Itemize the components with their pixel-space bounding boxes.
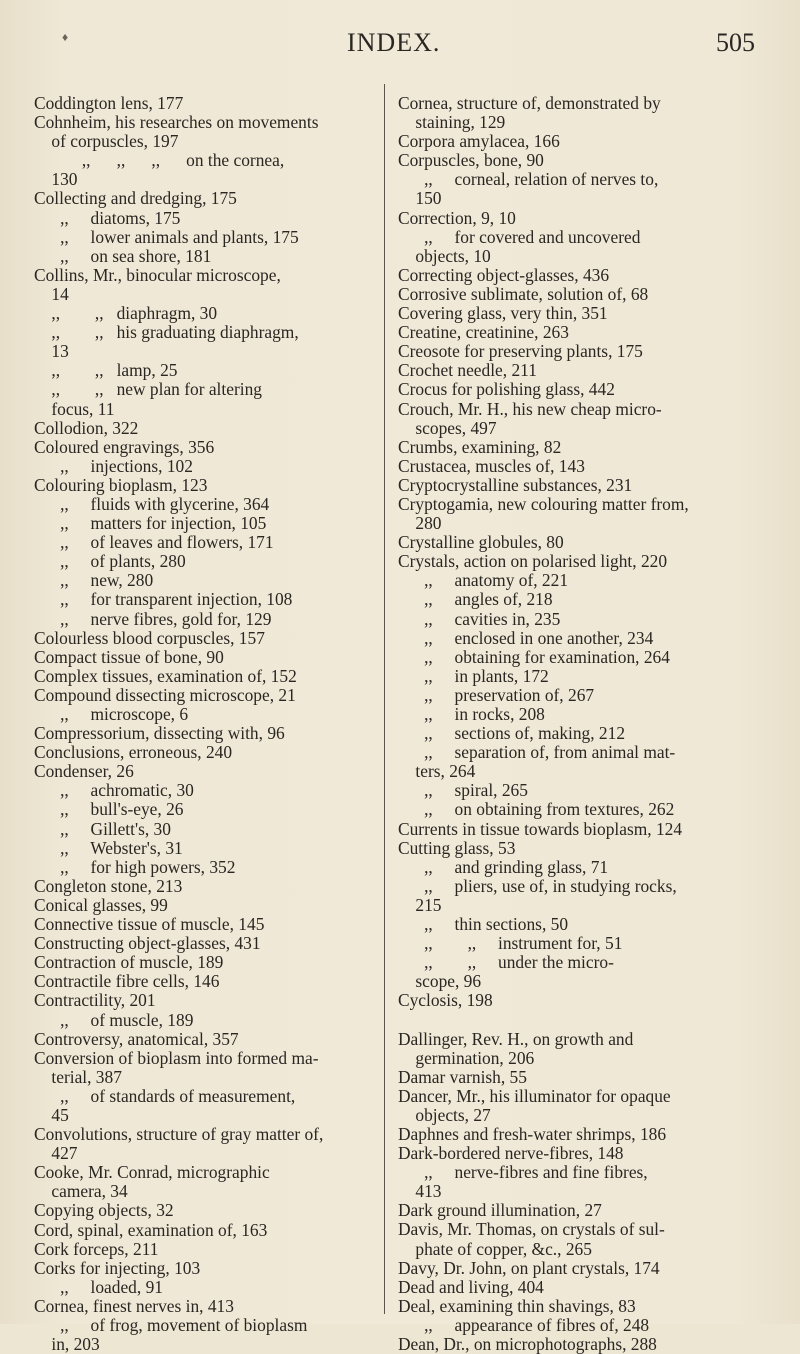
index-line: Crumbs, examining, 82 (398, 436, 562, 457)
index-line: Daphnes and fresh-water shrimps, 186 (398, 1123, 667, 1144)
index-line: in, 203 (34, 1334, 100, 1354)
index-line: ,, preservation of, 267 (398, 684, 595, 705)
index-line: Collins, Mr., binocular microscope, (34, 264, 281, 285)
index-line: ,, appearance of fibres of, 248 (398, 1314, 650, 1335)
index-line: Cohnheim, his researches on movements (34, 112, 319, 133)
index-line: ,, ,, lamp, 25 (34, 360, 178, 381)
index-line: Creosote for preserving plants, 175 (398, 341, 643, 362)
index-line: Crochet needle, 211 (398, 360, 537, 381)
index-line: 13 (34, 341, 69, 362)
index-line: ,, ,, instrument for, 51 (398, 933, 623, 954)
index-column-right (398, 94, 770, 1354)
index-line: Contractility, 201 (34, 990, 156, 1011)
index-line: 427 (34, 1143, 78, 1164)
index-line: ,, and grinding glass, 71 (398, 856, 609, 877)
index-line: Crystals, action on polarised light, 220 (398, 551, 668, 572)
index-line: terial, 387 (34, 1066, 122, 1087)
index-line: Dallinger, Rev. H., on growth and (398, 1028, 634, 1049)
index-line: 130 (34, 169, 78, 190)
page-title: INDEX. (347, 28, 441, 57)
index-line: Davis, Mr. Thomas, on crystals of sul- (398, 1219, 665, 1240)
index-line: Convolutions, structure of gray matter of, (34, 1124, 324, 1145)
index-line: Contractile fibre cells, 146 (34, 971, 220, 992)
index-line: ,, for covered and uncovered (398, 226, 641, 247)
index-line: ,, in rocks, 208 (398, 704, 545, 724)
index-line: 150 (398, 188, 442, 209)
index-line: Crocus for polishing glass, 442 (398, 379, 615, 400)
index-line: ,, lower animals and plants, 175 (34, 226, 299, 247)
index-line: ,, nerve fibres, gold for, 129 (34, 608, 272, 629)
index-line: Cornea, finest nerves in, 413 (34, 1295, 234, 1316)
index-line: Corpora amylacea, 166 (398, 131, 560, 152)
index-line: Cutting glass, 53 (398, 837, 516, 858)
index-line: 14 (34, 283, 69, 304)
index-line: Cryptocrystalline substances, 231 (398, 474, 633, 495)
index-line: ,, corneal, relation of nerves to, (398, 169, 659, 190)
index-line: Cryptogamia, new colouring matter from, (398, 493, 689, 514)
index-line: Dancer, Mr., his illuminator for opaque (398, 1085, 671, 1106)
index-line: Correction, 9, 10 (398, 207, 516, 228)
index-line: ,, ,, new plan for altering (34, 379, 262, 400)
index-line: Compressorium, dissecting with, 96 (34, 723, 285, 744)
index-line: ,, of standards of measurement, (34, 1085, 296, 1106)
index-line: Condenser, 26 (34, 761, 134, 782)
index-line: ,, in plants, 172 (398, 665, 549, 686)
index-line: ,, cavities in, 235 (398, 608, 561, 629)
index-line: ,, ,, ,, on the cornea, (34, 150, 285, 171)
index-line: Colourless blood corpuscles, 157 (34, 627, 265, 648)
index-line: Congleton stone, 213 (34, 875, 183, 896)
index-line: Damar varnish, 55 (398, 1066, 527, 1087)
index-line: ,, microscope, 6 (34, 704, 189, 724)
index-line: ,, injections, 102 (34, 455, 193, 476)
index-line: Conversion of bioplasm into formed ma- (34, 1047, 319, 1068)
index-line: ,, ,, diaphragm, 30 (34, 303, 218, 324)
index-line: ,, anatomy of, 221 (398, 570, 569, 591)
index-line: ,, bull's-eye, 26 (34, 799, 184, 820)
index-line: ,, diatoms, 175 (34, 207, 181, 228)
index-column-left (34, 94, 384, 1354)
index-line: Collodion, 322 (34, 417, 139, 438)
index-line: ,, enclosed in one another, 234 (398, 627, 654, 648)
index-line: Copying objects, 32 (34, 1200, 174, 1221)
index-line: Dean, Dr., on microphotographs, 288 (398, 1334, 657, 1354)
index-line: scopes, 497 (398, 417, 497, 438)
index-line: Currents in tissue towards bioplasm, 124 (398, 818, 683, 839)
index-line: staining, 129 (398, 112, 506, 133)
column-divider (384, 84, 385, 1314)
index-line: ,, of plants, 280 (34, 551, 186, 572)
index-line: ,, fluids with glycerine, 364 (34, 493, 270, 514)
index-line: Connective tissue of muscle, 145 (34, 914, 265, 935)
index-line: Coddington lens, 177 (34, 93, 184, 113)
index-line: 413 (398, 1181, 442, 1202)
index-line: Dark-bordered nerve-fibres, 148 (398, 1143, 624, 1164)
index-line: Cooke, Mr. Conrad, micrographic (34, 1162, 270, 1183)
index-line: ,, ,, his graduating diaphragm, (34, 322, 299, 343)
index-line: 280 (398, 513, 442, 534)
index-line: Colouring bioplasm, 123 (34, 474, 208, 495)
index-line: ,, angles of, 218 (398, 589, 553, 610)
index-line: ,, Gillett's, 30 (34, 818, 171, 839)
index-line: ,, pliers, use of, in studying rocks, (398, 875, 677, 896)
index-line: ,, nerve-fibres and fine fibres, (398, 1162, 648, 1183)
index-line: Controversy, anatomical, 357 (34, 1028, 239, 1049)
index-line: Dark ground illumination, 27 (398, 1200, 602, 1221)
index-line: ,, on obtaining from textures, 262 (398, 799, 675, 820)
index-line: Cork forceps, 211 (34, 1238, 159, 1259)
index-line: objects, 27 (398, 1104, 491, 1125)
index-line: Crustacea, muscles of, 143 (398, 455, 585, 476)
index-line: ,, matters for injection, 105 (34, 513, 267, 534)
index-line: ,, for transparent injection, 108 (34, 589, 293, 610)
index-line: ,, spiral, 265 (398, 780, 528, 801)
index-line: ,, loaded, 91 (34, 1276, 163, 1297)
index-line: scope, 96 (398, 971, 482, 992)
index-line: Cornea, structure of, demonstrated by (398, 93, 661, 113)
diamond-icon: ♦ (62, 30, 69, 44)
index-line: ,, of frog, movement of bioplasm (34, 1315, 308, 1335)
page-header (0, 28, 800, 68)
index-line: Conical glasses, 99 (34, 894, 168, 915)
index-line: 215 (398, 894, 442, 915)
index-line: camera, 34 (34, 1181, 128, 1202)
index-line: Cord, spinal, examination of, 163 (34, 1219, 268, 1240)
index-line: ters, 264 (398, 761, 476, 782)
index-line: ,, Webster's, 31 (34, 837, 183, 858)
index-line: ,, for high powers, 352 (34, 856, 236, 877)
index-line: ,, obtaining for examination, 264 (398, 646, 670, 667)
index-line: Corpuscles, bone, 90 (398, 150, 544, 171)
index-line: Collecting and dredging, 175 (34, 188, 237, 209)
index-line: ,, achromatic, 30 (34, 780, 194, 801)
index-line: Deal, examining thin shavings, 83 (398, 1295, 636, 1316)
index-line: Compound dissecting microscope, 21 (34, 684, 296, 705)
index-line: Davy, Dr. John, on plant crystals, 174 (398, 1257, 660, 1278)
index-line: ,, new, 280 (34, 570, 154, 591)
index-line: Correcting object-glasses, 436 (398, 264, 610, 285)
index-line: Covering glass, very thin, 351 (398, 303, 608, 324)
index-line: objects, 10 (398, 245, 491, 266)
index-line: 45 (34, 1104, 69, 1125)
index-line: Compact tissue of bone, 90 (34, 646, 224, 667)
index-line: ,, of leaves and flowers, 171 (34, 532, 274, 553)
index-line: focus, 11 (34, 398, 115, 419)
index-line: Corrosive sublimate, solution of, 68 (398, 283, 649, 304)
index-line: ,, ,, under the micro- (398, 952, 614, 973)
index-line: ,, thin sections, 50 (398, 914, 569, 935)
index-line: ,, sections of, making, 212 (398, 723, 626, 744)
index-line: Dead and living, 404 (398, 1276, 544, 1297)
index-line: Complex tissues, examination of, 152 (34, 665, 297, 686)
index-line: Conclusions, erroneous, 240 (34, 742, 233, 763)
index-line: ,, of muscle, 189 (34, 1009, 194, 1030)
index-line: Contraction of muscle, 189 (34, 952, 224, 973)
index-line: Crouch, Mr. H., his new cheap micro- (398, 398, 662, 419)
index-line: Cyclosis, 198 (398, 990, 493, 1011)
page-number: 505 (716, 28, 755, 57)
index-line: Coloured engravings, 356 (34, 436, 215, 457)
index-line: ,, on sea shore, 181 (34, 245, 212, 266)
index-line: of corpuscles, 197 (34, 131, 179, 152)
index-line: Corks for injecting, 103 (34, 1257, 201, 1278)
index-line: Crystalline globules, 80 (398, 532, 564, 553)
index-line: Constructing object-glasses, 431 (34, 933, 261, 954)
index-line: ,, separation of, from animal mat- (398, 742, 676, 763)
index-line: germination, 206 (398, 1047, 535, 1068)
index-line: Creatine, creatinine, 263 (398, 322, 569, 343)
index-line: phate of copper, &c., 265 (398, 1238, 592, 1259)
